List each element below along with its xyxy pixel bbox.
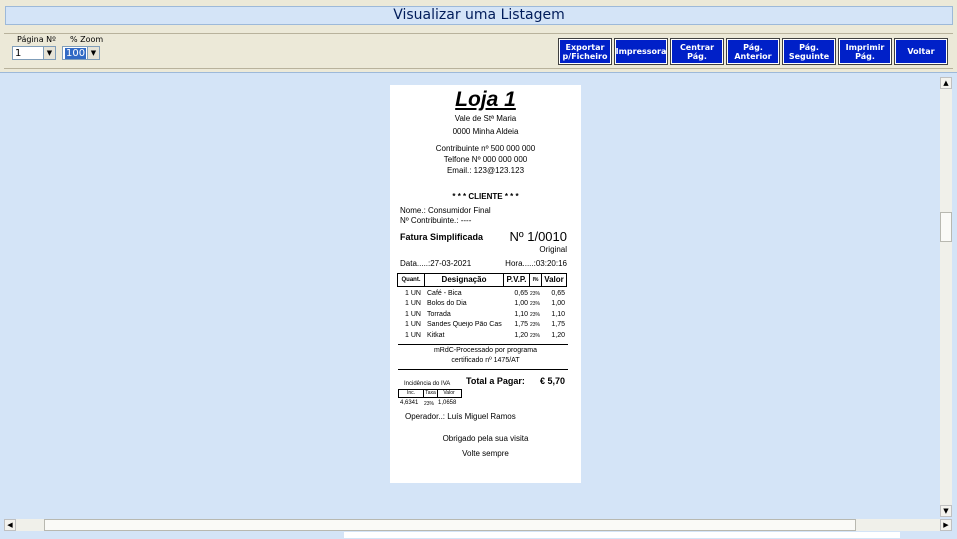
- back-button[interactable]: Voltar: [895, 39, 947, 64]
- iva-rate: 23%: [424, 401, 435, 407]
- scroll-right-icon[interactable]: ▶: [940, 519, 952, 531]
- toolbar: [4, 33, 953, 69]
- page-number-select[interactable]: [12, 46, 56, 60]
- chevron-down-icon[interactable]: ▼: [87, 47, 99, 59]
- divider: [398, 344, 568, 345]
- zoom-select[interactable]: [62, 46, 100, 60]
- items-table-header: [397, 273, 567, 287]
- vertical-scroll-thumb[interactable]: [940, 212, 952, 242]
- total-value: € 5,70: [539, 376, 565, 386]
- table-row: 1 UN Kitkat 1,20 23% 1,20: [405, 332, 565, 339]
- printer-button[interactable]: Impressora: [615, 39, 667, 64]
- iva-col-rate: Taxa: [424, 390, 438, 397]
- previous-page-button[interactable]: Pág. Anterior: [727, 39, 779, 64]
- page-number-value: 1: [15, 48, 22, 59]
- iva-col-inc: Inc.: [399, 390, 424, 397]
- vertical-scrollbar[interactable]: [940, 77, 952, 517]
- iva-table-header: [398, 389, 462, 398]
- iva-value: 1,0658: [438, 400, 457, 406]
- iva-title: Incidência do IVA: [404, 381, 451, 387]
- col-description: Designação: [425, 274, 504, 286]
- iva-inc: 4,6341: [400, 400, 419, 406]
- zoom-label: % Zoom: [70, 35, 104, 44]
- export-file-button[interactable]: Exportar p/Ficheiro: [559, 39, 611, 64]
- chevron-down-icon[interactable]: ▼: [43, 47, 55, 59]
- col-iva: I%: [530, 274, 542, 286]
- address-line-2: 0000 Minha Aldeia: [452, 127, 519, 136]
- document-type: Fatura Simplificada: [400, 232, 484, 242]
- certification-line-2: certificado nº 1475/AT: [451, 357, 520, 364]
- document-copy: Original: [539, 245, 567, 254]
- scroll-down-icon[interactable]: ▼: [940, 505, 952, 517]
- email: Email.: 123@123.123: [446, 166, 525, 175]
- thanks-message: Obrigado pela sua visita: [442, 434, 529, 443]
- operator: Operador..: Luís Miguel Ramos: [405, 412, 516, 421]
- store-name: Loja 1: [455, 88, 516, 111]
- table-row: 1 UN Café - Bica 0,65 23% 0,65: [405, 290, 565, 297]
- address-line-1: Vale de Stª Maria: [454, 114, 517, 123]
- table-row: 1 UN Sandes Queijo Pão Cas 1,75 23% 1,75: [405, 321, 565, 328]
- client-header: * * * CLIENTE * * *: [452, 192, 519, 201]
- status-strip: [344, 532, 900, 538]
- table-row: 1 UN Torrada 1,10 23% 1,10: [405, 311, 565, 318]
- client-tax-id: Nº Contribuinte.: ----: [400, 216, 472, 225]
- print-page-button[interactable]: Imprimir Pág.: [839, 39, 891, 64]
- client-name: Nome.: Consumidor Final: [400, 206, 491, 215]
- iva-col-value: Valor: [443, 390, 455, 396]
- phone: Telfone Nº 000 000 000: [443, 155, 528, 164]
- document-time: Hora.....:03:20:16: [505, 259, 567, 268]
- page-number-label: Página Nº: [17, 35, 56, 44]
- receipt-page: [390, 85, 581, 483]
- horizontal-scrollbar[interactable]: [4, 519, 952, 531]
- next-page-button[interactable]: Pág. Seguinte: [783, 39, 835, 64]
- zoom-value: 100: [66, 48, 86, 59]
- scroll-left-icon[interactable]: ◀: [4, 519, 16, 531]
- divider: [398, 369, 568, 370]
- certification-line-1: mRdC-Processado por programa: [433, 347, 538, 354]
- center-page-button[interactable]: Centrar Pág.: [671, 39, 723, 64]
- col-value: Valor: [544, 275, 564, 284]
- total-label: Total a Pagar:: [466, 376, 525, 386]
- horizontal-scroll-thumb[interactable]: [44, 519, 856, 531]
- farewell-message: Volte sempre: [462, 449, 509, 458]
- tax-id: Contribuinte nº 500 000 000: [435, 144, 536, 153]
- col-qty: Quant.: [398, 274, 425, 286]
- window-title: Visualizar uma Listagem: [5, 6, 953, 25]
- document-number: Nº 1/0010: [509, 229, 567, 244]
- col-pvp: P.V.P.: [504, 274, 530, 286]
- document-date: Data.....:27-03-2021: [400, 259, 472, 268]
- scroll-up-icon[interactable]: ▲: [940, 77, 952, 89]
- table-row: 1 UN Bolos do Dia 1,00 23% 1,00: [405, 300, 565, 307]
